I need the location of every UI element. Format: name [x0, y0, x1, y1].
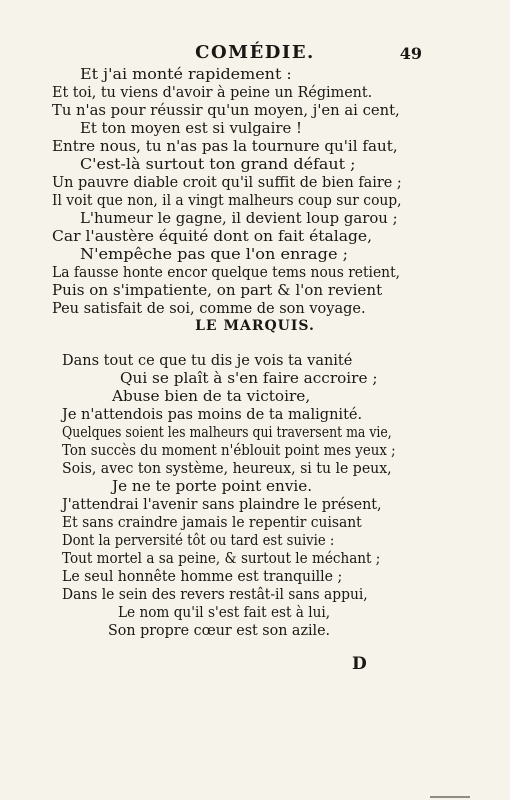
- verse-line: Tu n'as pour réussir qu'un moyen, j'en ai cent,: [52, 102, 400, 119]
- verse-line: Car l'austère équité dont on fait étalage,: [52, 228, 373, 245]
- verse-line: Et toi, tu viens d'avoir à peine un Régiment.: [52, 84, 373, 101]
- verse-line: Entre nous, tu n'as pas la tournure qu'il faut,: [52, 138, 398, 155]
- signature-mark: D: [352, 654, 367, 674]
- verse-line: J'attendrai l'avenir sans plaindre le présent,: [62, 496, 382, 513]
- page-edge-mark: [430, 796, 470, 798]
- verse-line: Et sans craindre jamais le repentir cuisant: [62, 514, 362, 531]
- verse-line: Le seul honnête homme est tranquille ;: [62, 568, 343, 585]
- verse-line: L'humeur le gagne, il devient loup garou ;: [80, 210, 398, 227]
- verse-line: Et ton moyen est si vulgaire !: [80, 120, 302, 137]
- verse-line: Dans tout ce que tu dis je vois ta vanité: [62, 352, 353, 369]
- verse-line: Quelques soient les malheurs qui traversent ma vie,: [62, 424, 392, 441]
- verse-line: Le nom qu'il s'est fait est à lui,: [118, 604, 331, 621]
- verse-line: Peu satisfait de soi, comme de son voyage.: [52, 300, 366, 317]
- verse-line: Dans le sein des revers restât-il sans appui,: [62, 586, 368, 603]
- verse-line: Puis on s'impatiente, on part & l'on revient: [52, 282, 383, 299]
- verse-line: Sois, avec ton système, heureux, si tu le peux,: [62, 460, 392, 477]
- verse-line: Dont la perversité tôt ou tard est suivie :: [62, 532, 335, 549]
- running-title: COMÉDIE.: [195, 42, 315, 63]
- verse-line: Il voit que non, il a vingt malheurs coup sur coup,: [52, 192, 402, 209]
- verse-line: Je n'attendois pas moins de ta malignité.: [62, 406, 363, 423]
- verse-line: N'empêche pas que l'on enrage ;: [80, 246, 349, 263]
- verse-line: Ton succès du moment n'éblouit point mes yeux ;: [62, 442, 396, 459]
- verse-line: Tout mortel a sa peine, & surtout le méchant ;: [62, 550, 381, 567]
- verse-line: Abuse bien de ta victoire,: [112, 388, 311, 405]
- verse-line: Qui se plaît à s'en faire accroire ;: [120, 370, 378, 387]
- page-number: 49: [399, 44, 422, 63]
- verse-line: Et j'ai monté rapidement :: [80, 66, 292, 83]
- verse-line: Je ne te porte point envie.: [112, 478, 313, 495]
- speaker-heading: LE MARQUIS.: [195, 318, 315, 334]
- verse-line: La fausse honte encor quelque tems nous retient,: [52, 264, 401, 281]
- verse-line: Son propre cœur est son azile.: [108, 622, 331, 639]
- verse-line: C'est-là surtout ton grand défaut ;: [80, 156, 356, 173]
- verse-line: Un pauvre diable croit qu'il suffit de bien faire ;: [52, 174, 402, 191]
